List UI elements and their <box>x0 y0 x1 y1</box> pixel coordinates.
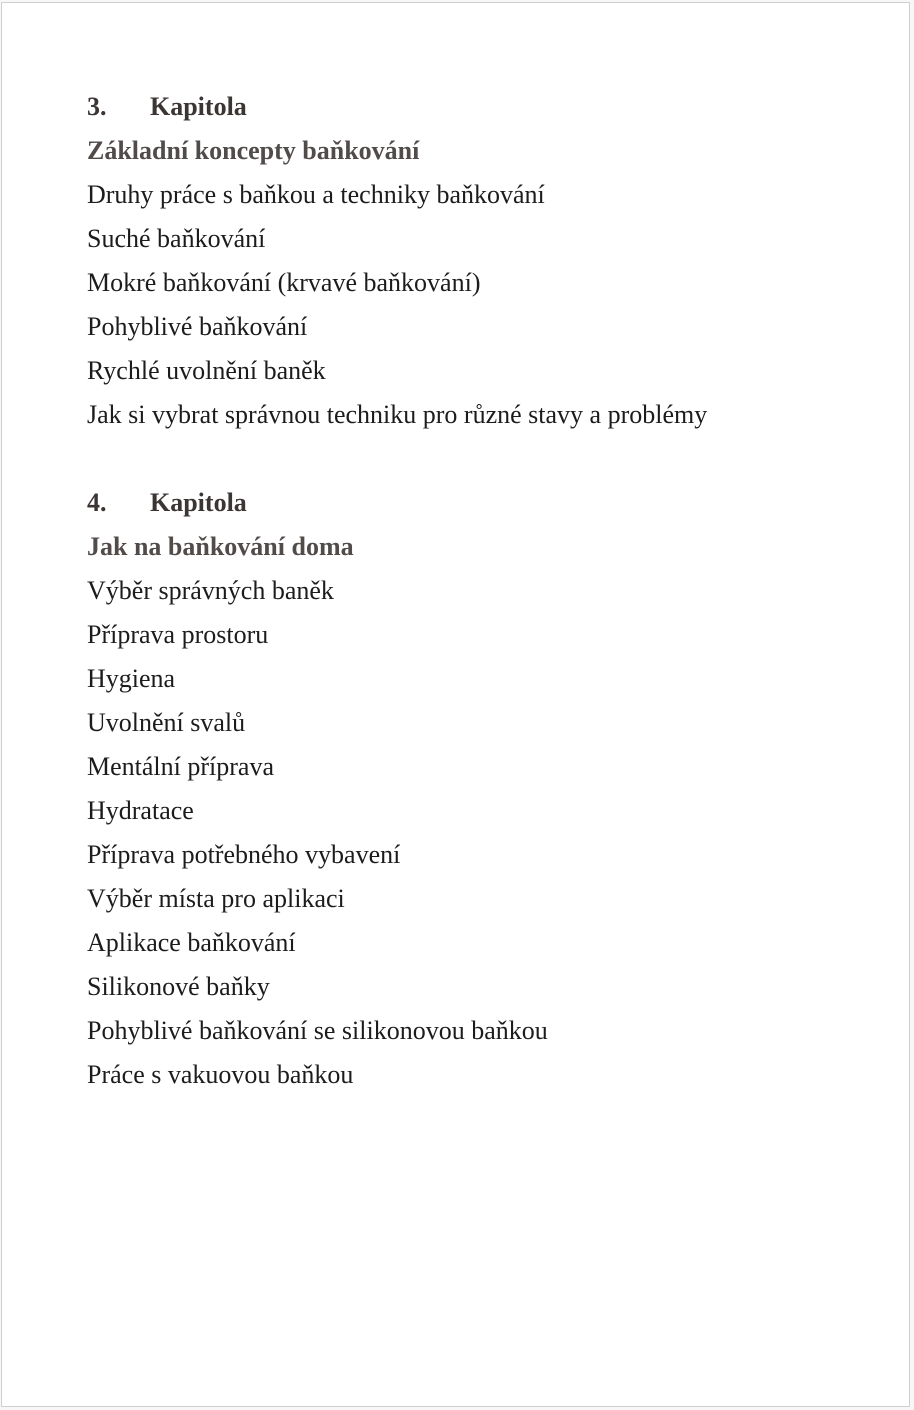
toc-chapter <box>87 85 869 437</box>
toc-entry: Jak si vybrat správnou techniku pro různé stavy a problémy <box>87 400 708 429</box>
document-page <box>1 2 910 1407</box>
toc-entry: Výběr správných baněk <box>87 576 334 605</box>
toc-entry: Hydratace <box>87 796 194 825</box>
toc-entry: Hygiena <box>87 664 176 693</box>
chapter-heading <box>87 481 869 525</box>
chapter-heading <box>87 85 869 129</box>
toc-entry: Druhy práce s baňkou a techniky baňkování <box>87 180 545 209</box>
toc-entry: Pohyblivé baňkování <box>87 312 308 341</box>
chapter-number: 3. <box>87 92 107 121</box>
toc-entry: Aplikace baňkování <box>87 928 296 957</box>
toc-entry: Práce s vakuovou baňkou <box>87 1060 354 1089</box>
chapter-label: Kapitola <box>150 488 247 517</box>
toc-chapter <box>87 481 869 1097</box>
chapter-title: Jak na baňkování doma <box>87 532 354 561</box>
toc-entry: Silikonové baňky <box>87 972 270 1001</box>
chapter-number: 4. <box>87 488 107 517</box>
toc-entry: Uvolnění svalů <box>87 708 246 737</box>
chapter-title: Základní koncepty baňkování <box>87 136 420 165</box>
toc-entry: Mokré baňkování (krvavé baňkování) <box>87 268 481 297</box>
chapter-label: Kapitola <box>150 92 247 121</box>
table-of-contents <box>2 3 909 1097</box>
toc-entry: Příprava prostoru <box>87 620 269 649</box>
toc-entry: Pohyblivé baňkování se silikonovou baňkou <box>87 1016 548 1045</box>
toc-entry: Rychlé uvolnění baněk <box>87 356 326 385</box>
toc-entry: Výběr místa pro aplikaci <box>87 884 345 913</box>
toc-entry: Příprava potřebného vybavení <box>87 840 401 869</box>
toc-entry: Suché baňkování <box>87 224 266 253</box>
toc-entry: Mentální příprava <box>87 752 274 781</box>
